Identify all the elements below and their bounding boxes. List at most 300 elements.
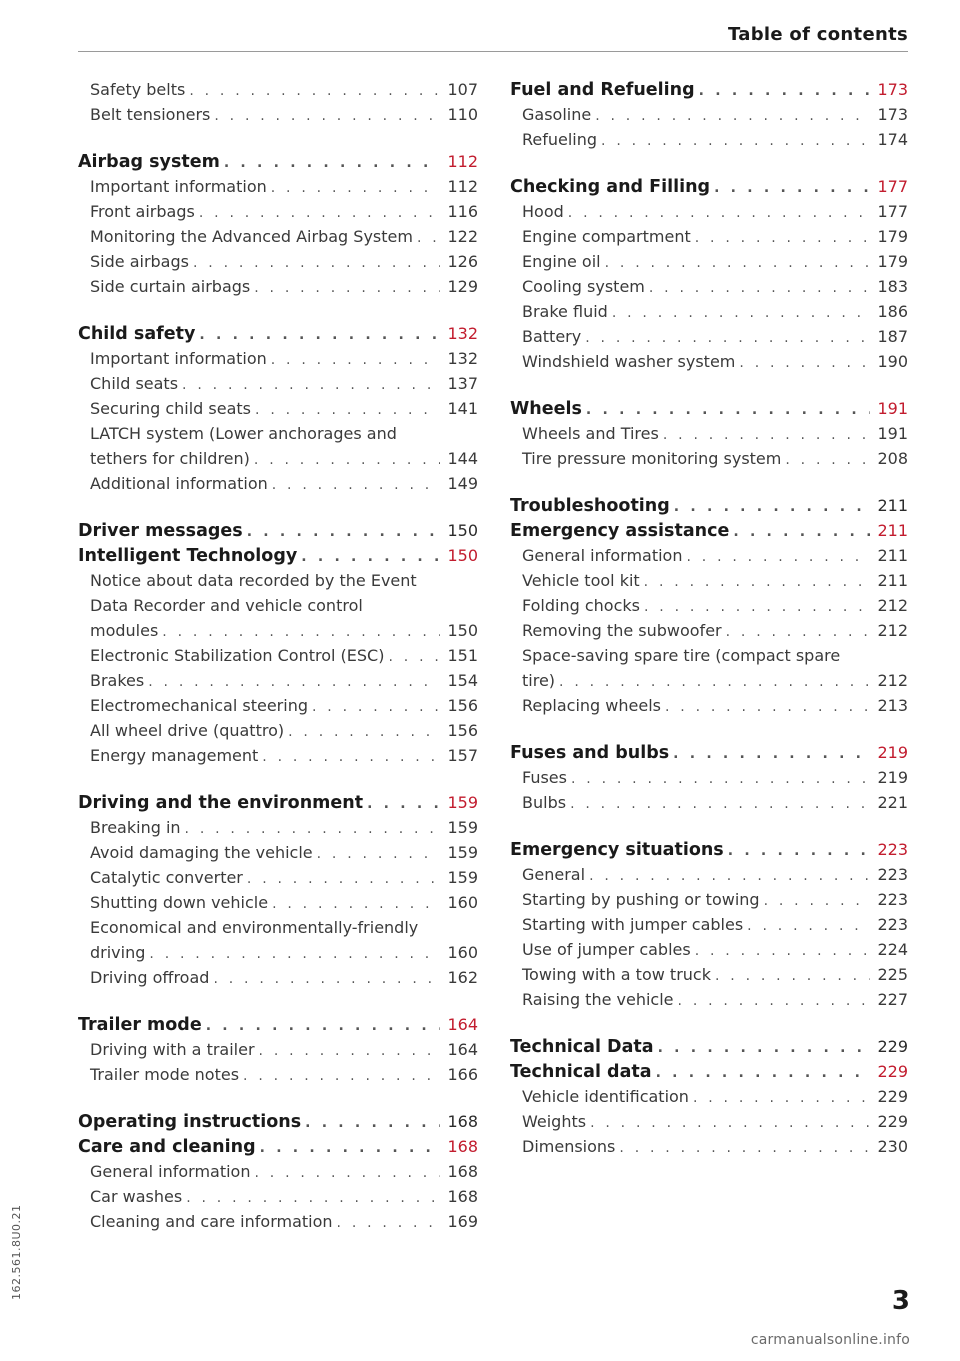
toc-section-heading: [510, 518, 908, 543]
dot-leader: [665, 695, 870, 720]
dot-leader: [585, 326, 870, 351]
page-number: 3: [891, 1286, 910, 1316]
toc-entry-label: Side airbags: [90, 252, 189, 271]
toc-page-number: 168: [447, 1187, 478, 1206]
toc-section-heading: [78, 1109, 478, 1134]
toc-page-number: 157: [447, 746, 478, 765]
toc-entry: [510, 1084, 908, 1109]
toc-entry: [78, 890, 478, 915]
toc-section-heading: [510, 396, 908, 421]
toc-page-number: 168: [447, 1112, 478, 1131]
toc-entry: [510, 421, 908, 446]
toc-page-number: 211: [877, 521, 908, 540]
toc-entry: [510, 1109, 908, 1134]
toc-entry: [510, 887, 908, 912]
dot-leader: [255, 398, 440, 423]
toc-entry: [78, 1184, 478, 1209]
dot-leader: [747, 914, 870, 939]
toc-page-number: 160: [447, 893, 478, 912]
dot-leader: [272, 892, 440, 917]
toc-entry-label: Tire pressure monitoring system: [522, 449, 782, 468]
toc-entry-label: General information: [522, 546, 683, 565]
toc-entry: [510, 668, 908, 693]
dot-leader: [605, 251, 870, 276]
toc-entry-label: Energy management: [90, 746, 259, 765]
dot-leader: [674, 495, 870, 520]
toc-page-number: 112: [447, 152, 478, 171]
dot-leader: [272, 473, 440, 498]
toc-page-number: 164: [447, 1015, 478, 1034]
toc-entry-label: General information: [90, 1162, 251, 1181]
toc-entry-label: Child seats: [90, 374, 179, 393]
toc-entry-label: Battery: [522, 327, 582, 346]
toc-page-number: 225: [877, 965, 908, 984]
toc-page-number: 187: [877, 327, 908, 346]
toc-page-number: 150: [447, 621, 478, 640]
toc-entry: [510, 643, 908, 668]
toc-page-number: 168: [447, 1162, 478, 1181]
toc-entry: [78, 421, 478, 446]
dot-leader: [764, 889, 870, 914]
toc-entry-label: Folding chocks: [522, 596, 640, 615]
dot-leader: [644, 595, 870, 620]
toc-page-number: 229: [877, 1037, 908, 1056]
toc-entry-label: modules: [90, 621, 159, 640]
dot-leader: [693, 1086, 870, 1111]
dot-leader: [148, 670, 440, 695]
toc-entry-label: Vehicle identification: [522, 1087, 689, 1106]
toc-page-number: 173: [877, 80, 908, 99]
toc-section-heading: [510, 174, 908, 199]
toc-entry-label: Important information: [90, 177, 267, 196]
dot-leader: [247, 520, 440, 545]
dot-leader: [186, 1186, 440, 1211]
side-document-code: 162.561.8U0.21: [10, 1204, 23, 1300]
dot-leader: [673, 742, 870, 767]
toc-entry: [510, 349, 908, 374]
toc-entry-label: Starting by pushing or towing: [522, 890, 760, 909]
toc-entry-label: Emergency assistance: [510, 521, 730, 541]
toc-entry-label: Driving with a trailer: [90, 1040, 255, 1059]
toc-page-number: 107: [447, 80, 478, 99]
toc-page-number: 154: [447, 671, 478, 690]
toc-page-number: 213: [877, 696, 908, 715]
toc-page-number: 141: [447, 399, 478, 418]
toc-page-number: 191: [877, 424, 908, 443]
toc-entry-label: Important information: [90, 349, 267, 368]
toc-entry-label: Operating instructions: [78, 1112, 302, 1132]
toc-entry: [78, 446, 478, 471]
toc-entry: [78, 346, 478, 371]
toc-entry: [510, 199, 908, 224]
toc-entry-label: tethers for children): [90, 449, 250, 468]
toc-page-number: 212: [877, 621, 908, 640]
dot-leader: [214, 104, 440, 129]
dot-leader: [571, 767, 870, 792]
toc-section-heading: [78, 543, 478, 568]
dot-leader: [695, 939, 870, 964]
toc-entry-label: tire): [522, 671, 556, 690]
dot-leader: [570, 792, 870, 817]
toc-entry-label: Cleaning and care information: [90, 1212, 333, 1231]
dot-leader: [199, 201, 440, 226]
toc-entry-label: Belt tensioners: [90, 105, 211, 124]
toc-entry-label: Fuses: [522, 768, 567, 787]
toc-entry-label: Front airbags: [90, 202, 195, 221]
dot-leader: [312, 695, 440, 720]
toc-entry: [78, 940, 478, 965]
dot-leader: [262, 745, 440, 770]
toc-entry-label: Car washes: [90, 1187, 183, 1206]
toc-page-number: 149: [447, 474, 478, 493]
dot-leader: [590, 1111, 870, 1136]
toc-entry: [78, 618, 478, 643]
dot-leader: [260, 1136, 440, 1161]
dot-leader: [649, 276, 870, 301]
dot-leader: [785, 448, 870, 473]
toc-page-number: 168: [447, 1137, 478, 1156]
toc-entry-label: Child safety: [78, 324, 196, 344]
toc-entry-label: Technical Data: [510, 1037, 654, 1057]
toc-entry: [78, 568, 478, 593]
dot-leader: [589, 864, 870, 889]
toc-entry: [78, 718, 478, 743]
toc-entry-label: Electromechanical steering: [90, 696, 308, 715]
toc-entry-label: Emergency situations: [510, 840, 724, 860]
toc-page-number: 179: [877, 227, 908, 246]
toc-page-number: 219: [877, 768, 908, 787]
toc-page-number: 174: [877, 130, 908, 149]
toc-entry: [78, 965, 478, 990]
toc-page-number: 112: [447, 177, 478, 196]
toc-entry: [510, 862, 908, 887]
toc-entry: [78, 915, 478, 940]
toc-entry: [510, 765, 908, 790]
toc-page-number: 169: [447, 1212, 478, 1231]
dot-leader: [259, 1039, 440, 1064]
toc-page-number: 227: [877, 990, 908, 1009]
toc-page-number: 223: [877, 840, 908, 859]
toc-entry-label: Gasoline: [522, 105, 592, 124]
toc-entry: [510, 568, 908, 593]
toc-entry-label: Towing with a tow truck: [522, 965, 711, 984]
toc-page-number: 179: [877, 252, 908, 271]
toc-section-heading: [510, 493, 908, 518]
toc-entry: [78, 668, 478, 693]
dot-leader: [317, 842, 440, 867]
dot-leader: [213, 967, 440, 992]
toc-page-number: 137: [447, 374, 478, 393]
toc-entry-label: Dimensions: [522, 1137, 616, 1156]
toc-entry: [510, 618, 908, 643]
toc-page-number: 230: [877, 1137, 908, 1156]
toc-entry-label: Shutting down vehicle: [90, 893, 269, 912]
toc-entry: [78, 1062, 478, 1087]
toc-section-heading: [510, 837, 908, 862]
dot-leader: [619, 1136, 870, 1161]
toc-page-number: 229: [877, 1087, 908, 1106]
toc-entry: [78, 77, 478, 102]
toc-entry: [510, 446, 908, 471]
toc-page-number: 229: [877, 1112, 908, 1131]
toc-page-number: 164: [447, 1040, 478, 1059]
toc-entry: [510, 693, 908, 718]
toc-entry-label: Intelligent Technology: [78, 546, 298, 566]
dot-leader: [663, 423, 870, 448]
toc-entry-label: Removing the subwoofer: [522, 621, 722, 640]
toc-entry-label: All wheel drive (quattro): [90, 721, 285, 740]
toc-entry: [510, 1134, 908, 1159]
dot-leader: [601, 129, 870, 154]
dot-leader: [714, 176, 870, 201]
toc-entry-label: Replacing wheels: [522, 696, 661, 715]
toc-page-number: 219: [877, 743, 908, 762]
toc-entry: [78, 1037, 478, 1062]
dot-leader: [271, 176, 440, 201]
toc-entry-label: Raising the vehicle: [522, 990, 674, 1009]
toc-entry: [510, 299, 908, 324]
dot-leader: [699, 79, 870, 104]
dot-leader: [271, 348, 440, 373]
toc-page-number: 159: [447, 843, 478, 862]
dot-leader: [189, 79, 440, 104]
dot-leader: [726, 620, 870, 645]
dot-leader: [224, 151, 440, 176]
toc-section-heading: [78, 1012, 478, 1037]
dot-leader: [199, 323, 440, 348]
toc-entry-label: Wheels and Tires: [522, 424, 659, 443]
toc-page-number: 208: [877, 449, 908, 468]
toc-entry: [78, 199, 478, 224]
toc-page-number: 144: [447, 449, 478, 468]
dot-leader: [559, 670, 870, 695]
toc-entry-label: Airbag system: [78, 152, 220, 172]
toc-entry: [78, 274, 478, 299]
toc-entry-label: Safety belts: [90, 80, 186, 99]
toc-page-number: 110: [447, 105, 478, 124]
toc-entry: [78, 249, 478, 274]
dot-leader: [644, 570, 870, 595]
toc-entry-label: Vehicle tool kit: [522, 571, 640, 590]
dot-leader: [367, 792, 440, 817]
toc-page-number: 223: [877, 915, 908, 934]
dot-leader: [678, 989, 870, 1014]
dot-leader: [728, 839, 870, 864]
toc-page-number: 116: [447, 202, 478, 221]
dot-leader: [149, 942, 440, 967]
toc-entry-label: Data Recorder and vehicle control: [90, 596, 363, 615]
toc-page-number: 229: [877, 1062, 908, 1081]
toc-entry-label: Fuses and bulbs: [510, 743, 670, 763]
dot-leader: [388, 645, 440, 670]
toc-section-heading: [78, 518, 478, 543]
toc-page-number: 191: [877, 399, 908, 418]
toc-section-heading: [78, 321, 478, 346]
toc-entry-label: Monitoring the Advanced Airbag System: [90, 227, 413, 246]
dot-leader: [254, 448, 440, 473]
toc-entry-label: Economical and environmentally-friendly: [90, 918, 419, 937]
toc-page-number: 122: [447, 227, 478, 246]
toc-section-heading: [510, 77, 908, 102]
dot-leader: [162, 620, 440, 645]
toc-page-number: 162: [447, 968, 478, 987]
dot-leader: [182, 373, 440, 398]
toc-entry: [510, 790, 908, 815]
toc-page-number: 190: [877, 352, 908, 371]
dot-leader: [247, 867, 440, 892]
toc-entry: [78, 1209, 478, 1234]
toc-page-number: 159: [447, 793, 478, 812]
toc-entry-label: Technical data: [510, 1062, 652, 1082]
toc-page-number: 159: [447, 868, 478, 887]
toc-entry-label: Space-saving spare tire (compact spare: [522, 646, 841, 665]
dot-leader: [417, 226, 440, 251]
toc-entry-label: Troubleshooting: [510, 496, 670, 516]
toc-page-number: 173: [877, 105, 908, 124]
toc-entry: [78, 865, 478, 890]
toc-section-heading: [78, 1134, 478, 1159]
dot-leader: [254, 276, 440, 301]
toc-entry: [510, 102, 908, 127]
toc-entry: [510, 593, 908, 618]
toc-entry-label: Brake fluid: [522, 302, 608, 321]
dot-leader: [288, 720, 440, 745]
toc-entry-label: Driving offroad: [90, 968, 210, 987]
toc-entry: [78, 693, 478, 718]
toc-page-number: 212: [877, 596, 908, 615]
toc-entry: [510, 543, 908, 568]
toc-page-number: 150: [447, 521, 478, 540]
toc-page-number: 221: [877, 793, 908, 812]
toc-entry-label: Fuel and Refueling: [510, 80, 695, 100]
toc-entry: [510, 962, 908, 987]
toc-entry-label: Windshield washer system: [522, 352, 736, 371]
dot-leader: [733, 520, 870, 545]
toc-page-number: 156: [447, 721, 478, 740]
toc-entry: [510, 937, 908, 962]
toc-page-number: 132: [447, 324, 478, 343]
dot-leader: [254, 1161, 440, 1186]
toc-page-number: 160: [447, 943, 478, 962]
toc-entry-label: Notice about data recorded by the Event: [90, 571, 417, 590]
watermark: carmanualsonline.info: [750, 1332, 910, 1348]
toc-entry: [78, 815, 478, 840]
toc-page-number: 186: [877, 302, 908, 321]
toc-entry-label: Refueling: [522, 130, 598, 149]
toc-entry: [510, 912, 908, 937]
toc-section-heading: [78, 149, 478, 174]
dot-leader: [305, 1111, 440, 1136]
toc-entry: [510, 249, 908, 274]
toc-page-number: 177: [877, 177, 908, 196]
toc-entry: [510, 274, 908, 299]
toc-page-number: 183: [877, 277, 908, 296]
dot-leader: [739, 351, 870, 376]
toc-entry-label: General: [522, 865, 586, 884]
dot-leader: [193, 251, 440, 276]
toc-entry: [510, 224, 908, 249]
toc-page-number: 223: [877, 890, 908, 909]
dot-leader: [715, 964, 870, 989]
toc-entry: [510, 127, 908, 152]
toc-section-heading: [510, 740, 908, 765]
toc-entry-label: Engine oil: [522, 252, 601, 271]
toc-right-column: [510, 77, 908, 1159]
toc-page-number: 212: [877, 671, 908, 690]
toc-entry-label: driving: [90, 943, 146, 962]
toc-page-number: 150: [447, 546, 478, 565]
toc-page-number: 211: [877, 571, 908, 590]
toc-page-number: 211: [877, 496, 908, 515]
toc-section-heading: [510, 1059, 908, 1084]
dot-leader: [595, 104, 870, 129]
dot-leader: [301, 545, 440, 570]
toc-entry-label: Side curtain airbags: [90, 277, 251, 296]
toc-entry: [78, 1159, 478, 1184]
toc-entry-label: Use of jumper cables: [522, 940, 691, 959]
toc-page-number: 223: [877, 865, 908, 884]
toc-entry: [78, 743, 478, 768]
toc-entry-label: Securing child seats: [90, 399, 252, 418]
toc-entry-label: Brakes: [90, 671, 145, 690]
toc-entry-label: Catalytic converter: [90, 868, 243, 887]
toc-entry-label: Electronic Stabilization Control (ESC): [90, 646, 385, 665]
toc-section-heading: [510, 1034, 908, 1059]
dot-leader: [658, 1036, 870, 1061]
toc-entry: [78, 396, 478, 421]
toc-page-number: 159: [447, 818, 478, 837]
toc-entry-label: Trailer mode notes: [90, 1065, 240, 1084]
toc-page-number: 166: [447, 1065, 478, 1084]
toc-entry: [510, 987, 908, 1012]
toc-entry-label: Cooling system: [522, 277, 645, 296]
toc-entry-label: Breaking in: [90, 818, 181, 837]
dot-leader: [612, 301, 870, 326]
toc-page-number: 126: [447, 252, 478, 271]
toc-entry-label: Bulbs: [522, 793, 567, 812]
toc-entry-label: Checking and Filling: [510, 177, 711, 197]
toc-entry-label: Avoid damaging the vehicle: [90, 843, 313, 862]
toc-page-number: 129: [447, 277, 478, 296]
toc-page-number: 156: [447, 696, 478, 715]
toc-entry: [78, 371, 478, 396]
header-divider: [78, 51, 908, 52]
toc-entry-label: Driver messages: [78, 521, 243, 541]
toc-page-number: 151: [447, 646, 478, 665]
toc-entry: [78, 643, 478, 668]
dot-leader: [686, 545, 870, 570]
toc-entry-label: Trailer mode: [78, 1015, 202, 1035]
toc-entry-label: LATCH system (Lower anchorages and: [90, 424, 397, 443]
toc-left-column: [78, 77, 478, 1234]
toc-entry: [78, 471, 478, 496]
toc-page-number: 132: [447, 349, 478, 368]
toc-entry-label: Starting with jumper cables: [522, 915, 744, 934]
toc-entry: [78, 174, 478, 199]
dot-leader: [656, 1061, 870, 1086]
dot-leader: [206, 1014, 440, 1039]
toc-entry: [510, 324, 908, 349]
toc-entry: [78, 840, 478, 865]
toc-entry-label: Hood: [522, 202, 564, 221]
dot-leader: [243, 1064, 440, 1089]
dot-leader: [695, 226, 870, 251]
toc-page-number: 224: [877, 940, 908, 959]
toc-entry-label: Driving and the environment: [78, 793, 364, 813]
toc-entry: [78, 593, 478, 618]
toc-entry: [78, 224, 478, 249]
toc-section-heading: [78, 790, 478, 815]
